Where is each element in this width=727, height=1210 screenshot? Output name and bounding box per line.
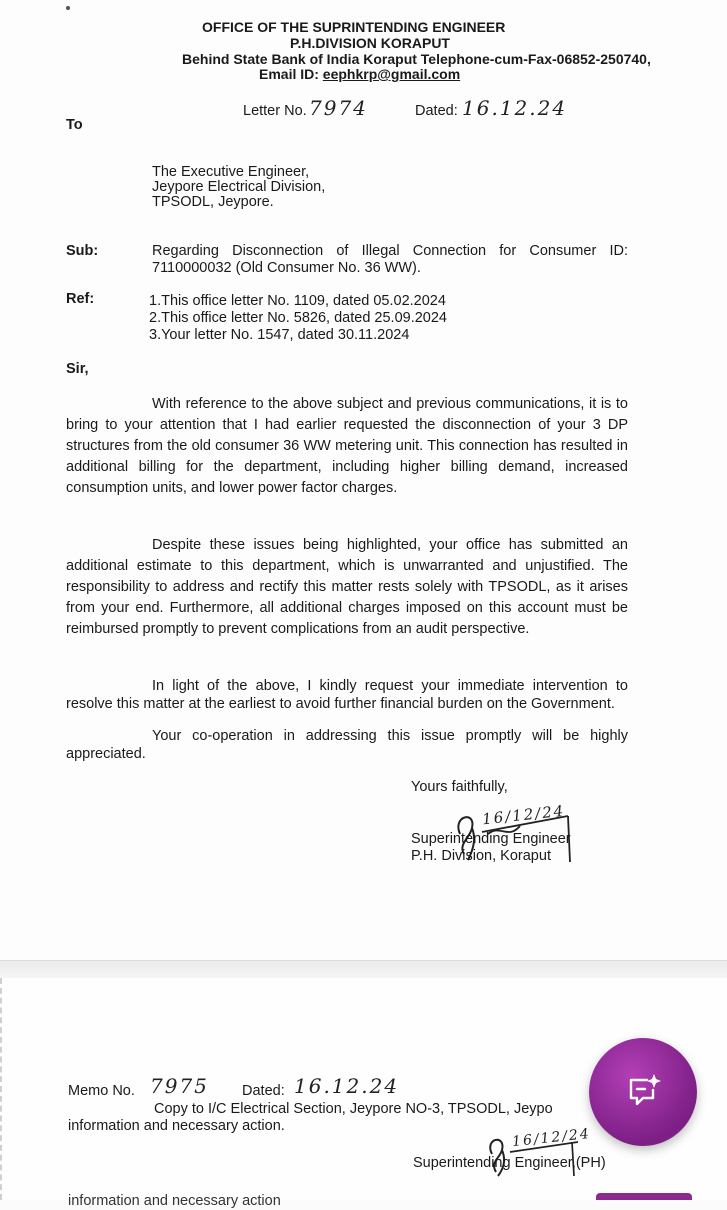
chat-fab-button[interactable] [589, 1038, 697, 1146]
email-label: Email ID: [259, 66, 323, 82]
scan-speck [66, 6, 70, 10]
subject-line: Regarding Disconnection of Illegal Connection for Consumer ID: [152, 243, 628, 259]
date-handwritten: 16.12.24 [462, 96, 568, 120]
division-title: P.H.DIVISION KORAPUT [290, 35, 450, 51]
salutation: Sir, [66, 361, 89, 377]
office-address: Behind State Bank of India Koraput Telephone-cum-Fax-06852-250740, [182, 51, 651, 67]
reference-item: 2.This office letter No. 5826, dated 25.09.2024 [149, 310, 447, 326]
letter-no-label: Letter No. [243, 103, 307, 119]
memo-dated-label: Dated: [242, 1083, 285, 1099]
email-line [259, 66, 460, 82]
memo-copy-line: information and necessary action. [68, 1118, 285, 1134]
memo-no-handwritten: 7975 [150, 1074, 209, 1098]
office-title: OFFICE OF THE SUPRINTENDING ENGINEER [202, 19, 506, 35]
addressee-line: The Executive Engineer, [152, 164, 310, 180]
body-paragraph-4: Your co-operation in addressing this issue promptly will be highly appreciated. [66, 728, 628, 762]
reference-item: 3.Your letter No. 1547, dated 30.11.2024 [149, 327, 410, 343]
body-paragraph-3: In light of the above, I kindly request your immediate intervention to resolve this matter at the earliest to avoid further financial burden on the Government. [66, 678, 628, 712]
letter-no-handwritten: 7974 [309, 96, 368, 120]
chat-sparkle-icon [623, 1070, 663, 1115]
to-label: To [66, 117, 83, 133]
email-link[interactable]: eephkrp@gmail.com [322, 66, 461, 82]
closing: Yours faithfully, [411, 779, 508, 795]
reference-item: 1.This office letter No. 1109, dated 05.02.2024 [149, 293, 446, 309]
memo-sign-title: Superintending Engineer,(PH) [413, 1155, 606, 1171]
dated-label: Dated: [415, 103, 458, 119]
memo-cut-line: information and necessary action [68, 1193, 281, 1209]
addressee-line: Jeypore Electrical Division, [152, 179, 326, 195]
page-separator [0, 960, 727, 979]
memo-date-handwritten: 16.12.24 [294, 1074, 400, 1098]
bottom-tab-handle[interactable] [596, 1193, 692, 1200]
memo-signature-date: 16/12/24 [511, 1125, 592, 1151]
sub-label: Sub: [66, 243, 99, 259]
sign-office: P.H. Division, Koraput [411, 848, 551, 864]
signature-date: 16/12/24 [481, 801, 567, 829]
ref-label: Ref: [66, 291, 95, 307]
sign-title: Superintending Engineer [411, 831, 571, 847]
body-paragraph-1: With reference to the above subject and previous communications, it is to bring to your attention that I had earlier requested the disconnection of your 3 DP structures from the old consumer 36 WW metering unit. This connection has resulted in additional billing for the department, including higher billing demand, increased consumption units, and lower power factor charges. [66, 396, 628, 496]
subject-line: 7110000032 (Old Consumer No. 36 WW). [152, 260, 421, 276]
memo-no-label: Memo No. [68, 1083, 135, 1099]
memo-copy-line: Copy to I/C Electrical Section, Jeypore NO-3, TPSODL, Jeypo [154, 1101, 553, 1117]
body-paragraph-2: Despite these issues being highlighted, your office has submitted an additional estimate to this department, which is unwarranted and unjustified. The responsibility to address and rectify this matter rests solely with TPSODL, as it arises from your end. Furthermore, all additional charges imposed on this account must be reimbursed promptly to prevent complications from an audit perspective. [66, 537, 628, 637]
addressee-line: TPSODL, Jeypore. [152, 194, 274, 210]
